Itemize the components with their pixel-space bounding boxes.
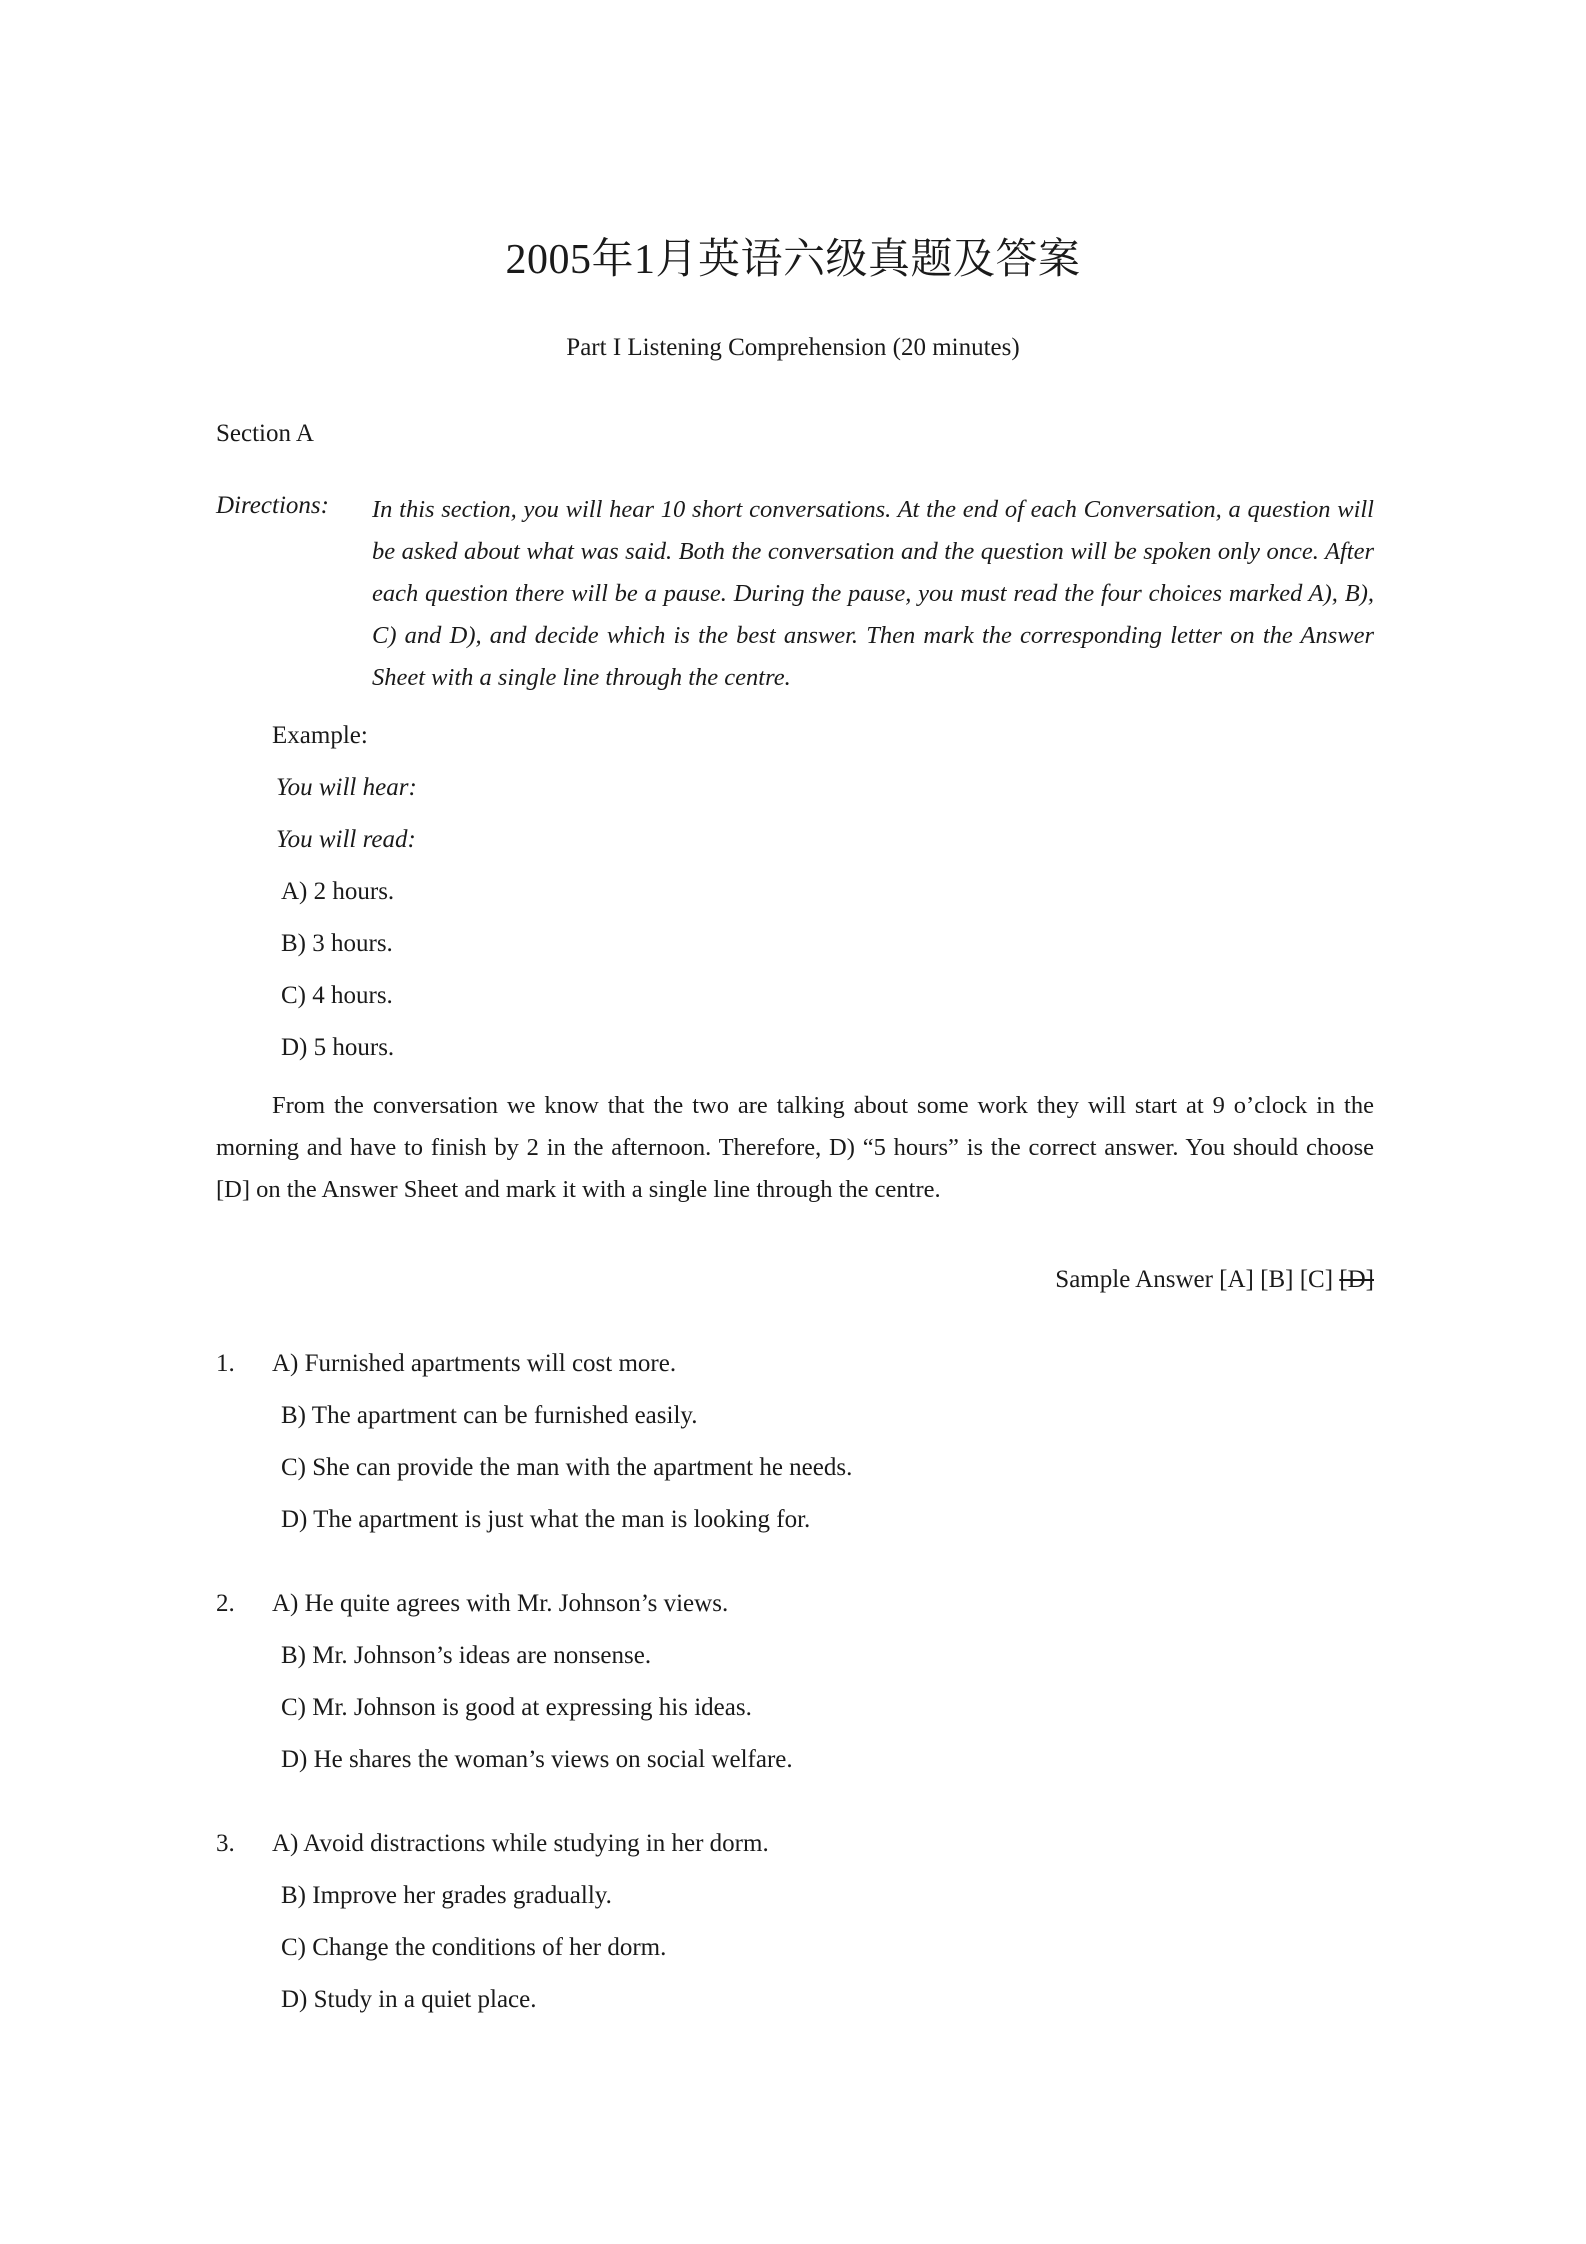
question-choice: D) Study in a quiet place. — [281, 1986, 537, 2013]
part-heading: Part I Listening Comprehension (20 minutes) — [566, 334, 1020, 361]
example-explanation: From the conversation we know that the two are talking about some work they will start at 9 o’clock in the morning and have to finish by 2 in the afternoon. Therefore, D) “5 hours” is the correct answer. You should choose [D] on the Answer Sheet and mark it with a single line through the centre. — [216, 1092, 1374, 1203]
question-choice: D) The apartment is just what the man is looking for. — [281, 1506, 811, 1533]
question-choice: C) Change the conditions of her dorm. — [281, 1934, 667, 1961]
question-choice: A) He quite agrees with Mr. Johnson’s views. — [272, 1590, 729, 1617]
question-choice: C) Mr. Johnson is good at expressing his ideas. — [281, 1694, 752, 1721]
example-choice: C) 4 hours. — [281, 982, 393, 1009]
example-choice: A) 2 hours. — [281, 878, 395, 905]
question-choice: D) He shares the woman’s views on social welfare. — [281, 1746, 793, 1773]
question-choice: B) Improve her grades gradually. — [281, 1882, 612, 1909]
example-label: Example: — [272, 722, 368, 749]
question-number: 2. — [216, 1590, 235, 1617]
question-choice: B) The apartment can be furnished easily. — [281, 1402, 698, 1429]
directions-label: Directions: — [216, 492, 329, 519]
question-number: 1. — [216, 1350, 235, 1377]
example-read: You will read: — [276, 826, 416, 853]
example-choice: D) 5 hours. — [281, 1034, 395, 1061]
sample-answer-options: Sample Answer [A] [B] [C] — [1055, 1266, 1340, 1293]
directions-text: In this section, you will hear 10 short conversations. At the end of each Conversation, a question will be asked about what was said. Both the conversation and the question will be spoken only once. After each question there will be a pause. During the pause, you must read the four choices marked A), B), C) and D), and decide which is the best answer. Then mark the corresponding letter on the Answer Sheet with a single line through the centre. — [372, 496, 1374, 691]
sample-answer — [1055, 1266, 1374, 1294]
example-hear: You will hear: — [276, 774, 417, 801]
question-choice: A) Furnished apartments will cost more. — [272, 1350, 677, 1377]
example-choice: B) 3 hours. — [281, 930, 393, 957]
question-number: 3. — [216, 1830, 235, 1857]
question-choice: B) Mr. Johnson’s ideas are nonsense. — [281, 1642, 652, 1669]
sample-answer-marked: [D] — [1339, 1266, 1374, 1293]
section-heading: Section A — [216, 420, 314, 447]
question-choice: A) Avoid distractions while studying in her dorm. — [272, 1830, 769, 1857]
question-choice: C) She can provide the man with the apartment he needs. — [281, 1454, 853, 1481]
page-title: 2005年1月英语六级真题及答案 — [505, 237, 1081, 283]
